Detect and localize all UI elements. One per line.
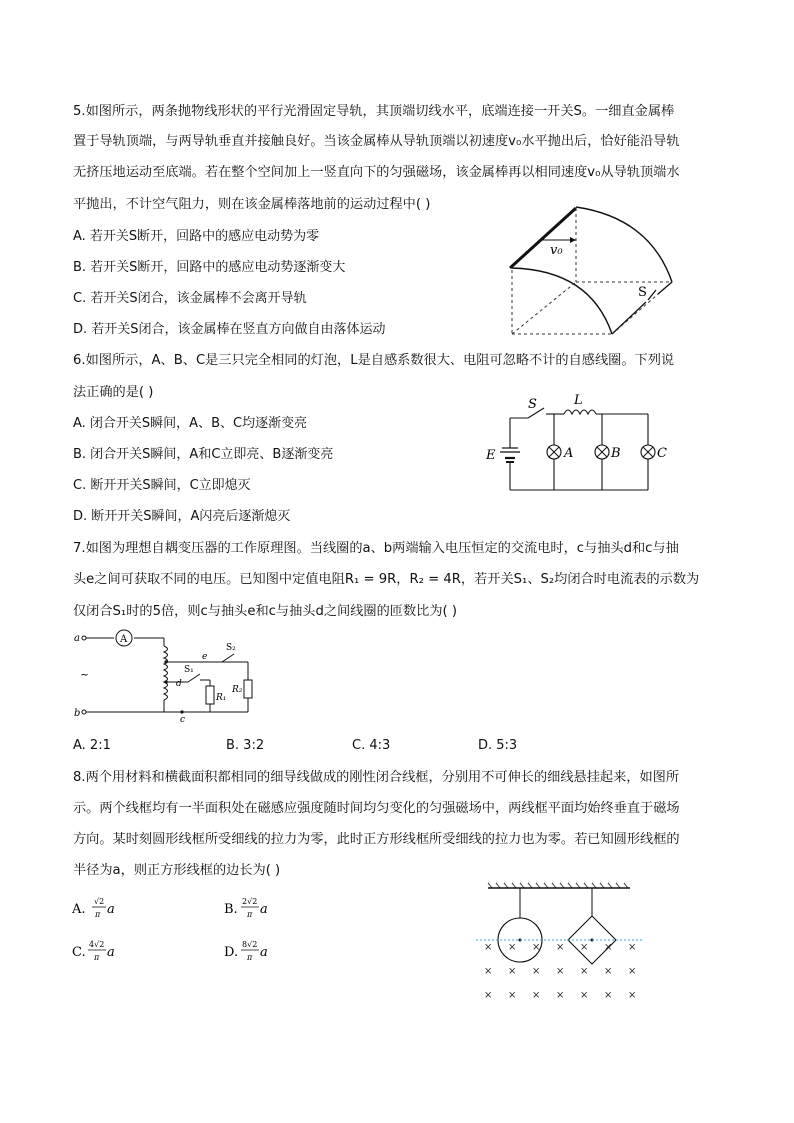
svg-text:×: × [556, 990, 565, 1001]
terminal-b [82, 710, 86, 714]
magnetic-field-marks [484, 942, 636, 1001]
q8-options-fractions [70, 890, 300, 972]
svg-text:×: × [604, 966, 613, 977]
q7-line: 头e之间可获取不同的电压。已知图中定值电阻R₁ = 9R，R₂ = 4R，若开关S₁、S₂均闭合时电流表的示数为 [73, 572, 700, 587]
svg-text:√2: √2 [94, 897, 105, 906]
svg-text:×: × [628, 990, 637, 1001]
svg-text:2√2: 2√2 [242, 897, 258, 906]
label-c: C [657, 446, 667, 461]
q5-option-a[interactable]: A. 若开关S断开，回路中的感应电动势为零 [73, 229, 320, 244]
svg-text:×: × [508, 942, 517, 953]
svg-text:×: × [604, 942, 613, 953]
label-b: B [611, 446, 621, 461]
resistor-r1 [206, 686, 214, 704]
lamp-c [641, 445, 655, 459]
svg-text:×: × [556, 966, 565, 977]
svg-text:a: a [107, 902, 115, 917]
label-e: e [202, 652, 208, 662]
q8-frames-figure [474, 880, 644, 1004]
terminal-a [82, 636, 86, 640]
q8-line: 8.两个用材料和横截面积都相同的细导线做成的刚性闭合线框，分别用不可伸长的细线悬挂起来，如图所 [73, 770, 680, 785]
svg-text:×: × [580, 966, 589, 977]
q6-line: 6.如图所示，A、B、C是三只完全相同的灯泡，L是自感系数很大、电阻可忽略不计的自感线圈。下列说 [73, 353, 675, 368]
transformer-coil [164, 646, 168, 700]
q6-option-d[interactable]: D. 断开开关S瞬间，A闪亮后逐渐熄灭 [73, 509, 291, 524]
svg-text:π: π [247, 953, 253, 962]
q7-line: 仅闭合S₁时的5倍，则c与抽头e和c与抽头d之间线圈的匝数比为( ) [73, 604, 458, 619]
label-s2: S₂ [226, 643, 236, 653]
q7-option-a[interactable]: A. 2:1 [73, 738, 111, 753]
rail-far [576, 207, 672, 282]
resistor-r2 [244, 680, 252, 698]
svg-text:×: × [532, 990, 541, 1001]
label-d: d [176, 679, 182, 689]
q5-line: 平抛出，不计空气阻力，则在该金属棒落地前的运动过程中( ) [73, 197, 431, 212]
q5-option-d[interactable]: D. 若开关S闭合，该金属棒在竖直方向做自由落体运动 [73, 322, 386, 337]
svg-text:×: × [628, 942, 637, 953]
rail-near [512, 268, 612, 334]
q5-line: 无挤压地运动至底端。若在整个空间加上一竖直向下的匀强磁场，该金属棒再以相同速度v₀从导轨顶端水 [73, 165, 680, 180]
label-v0: v₀ [550, 243, 563, 258]
svg-text:π: π [247, 910, 253, 919]
q8-option-b[interactable] [224, 897, 268, 919]
switch-s [648, 290, 656, 300]
q7-line: 7.如图为理想自耦变压器的工作原理图。当线圈的a、b两端输入电压恒定的交流电时，c与抽头d和c与抽 [73, 541, 679, 556]
metal-rod [510, 208, 576, 268]
q6-option-b[interactable]: B. 闭合开关S瞬间，A和C立即亮、B逐渐变亮 [73, 447, 334, 462]
inductor-coil [564, 410, 596, 414]
label-c: c [180, 715, 186, 725]
svg-text:a: a [260, 902, 268, 917]
svg-text:4√2: 4√2 [89, 940, 105, 949]
q7-autotransformer-figure [72, 628, 262, 724]
label-e: E [486, 448, 496, 463]
svg-text:a: a [107, 945, 115, 960]
label-s1: S₁ [184, 665, 194, 675]
switch-s2 [222, 654, 234, 662]
switch-s1 [188, 674, 200, 682]
q7-option-c[interactable]: C. 4:3 [352, 738, 391, 753]
q5-rails-figure [500, 200, 680, 340]
q6-line: 法正确的是( ) [73, 385, 154, 400]
svg-text:×: × [484, 990, 493, 1001]
svg-text:a: a [260, 945, 268, 960]
label-s: S [638, 285, 647, 300]
lamp-a [547, 445, 561, 459]
q8-option-a[interactable] [71, 897, 115, 919]
svg-text:A.: A. [72, 902, 86, 917]
svg-text:×: × [580, 942, 589, 953]
svg-text:×: × [532, 966, 541, 977]
ac-symbol: ~ [80, 668, 90, 681]
q7-option-b[interactable]: B. 3:2 [226, 738, 265, 753]
svg-text:×: × [556, 942, 565, 953]
svg-text:×: × [604, 990, 613, 1001]
label-b: b [74, 708, 81, 719]
svg-text:×: × [532, 942, 541, 953]
svg-text:×: × [508, 990, 517, 1001]
q7-option-d[interactable]: D. 5:3 [478, 738, 518, 753]
label-s: S [528, 397, 537, 412]
q8-option-d[interactable] [224, 940, 268, 962]
svg-text:D.: D. [224, 945, 239, 960]
ammeter-label: A [120, 634, 128, 645]
svg-text:8√2: 8√2 [242, 940, 258, 949]
label-l: L [574, 393, 583, 408]
svg-text:×: × [628, 966, 637, 977]
svg-text:B.: B. [224, 902, 238, 917]
q5-line: 置于导轨顶端，与两导轨垂直并接触良好。当该金属棒从导轨顶端以初速度v₀水平抛出后，恰好能沿导轨 [73, 134, 680, 149]
lamp-b [595, 445, 609, 459]
svg-text:π: π [94, 953, 100, 962]
q6-circuit-figure [480, 392, 680, 502]
svg-text:×: × [484, 942, 493, 953]
svg-text:×: × [484, 966, 493, 977]
q5-option-b[interactable]: B. 若开关S断开，回路中的感应电动势逐渐变大 [73, 260, 346, 275]
q8-line: 示。两个线框均有一半面积处在磁感应强度随时间均匀变化的匀强磁场中，两线框平面均始终垂直于磁场 [73, 801, 680, 816]
q6-option-a[interactable]: A. 闭合开关S瞬间，A、B、C均逐渐变亮 [73, 416, 308, 431]
label-r1: R₁ [216, 693, 227, 703]
label-a: A [564, 446, 574, 461]
label-a: a [74, 633, 80, 644]
q6-option-c[interactable]: C. 断开开关S瞬间，C立即熄灭 [73, 478, 251, 493]
q8-line: 半径为a，则正方形线框的边长为( ) [73, 863, 281, 878]
svg-text:×: × [508, 966, 517, 977]
q8-option-c[interactable] [72, 940, 115, 962]
svg-text:π: π [95, 910, 101, 919]
q5-line: 5.如图所示，两条抛物线形状的平行光滑固定导轨，其顶端切线水平，底端连接一开关S。一细直金属棒 [73, 104, 675, 119]
svg-text:C.: C. [72, 945, 86, 960]
label-r2: R₂ [232, 685, 243, 695]
q8-line: 方向。某时刻圆形线框所受细线的拉力为零，此时正方形线框所受细线的拉力也为零。若已知圆形线框的 [73, 832, 680, 847]
svg-text:×: × [580, 990, 589, 1001]
q5-option-c[interactable]: C. 若开关S闭合，该金属棒不会离开导轨 [73, 291, 307, 306]
